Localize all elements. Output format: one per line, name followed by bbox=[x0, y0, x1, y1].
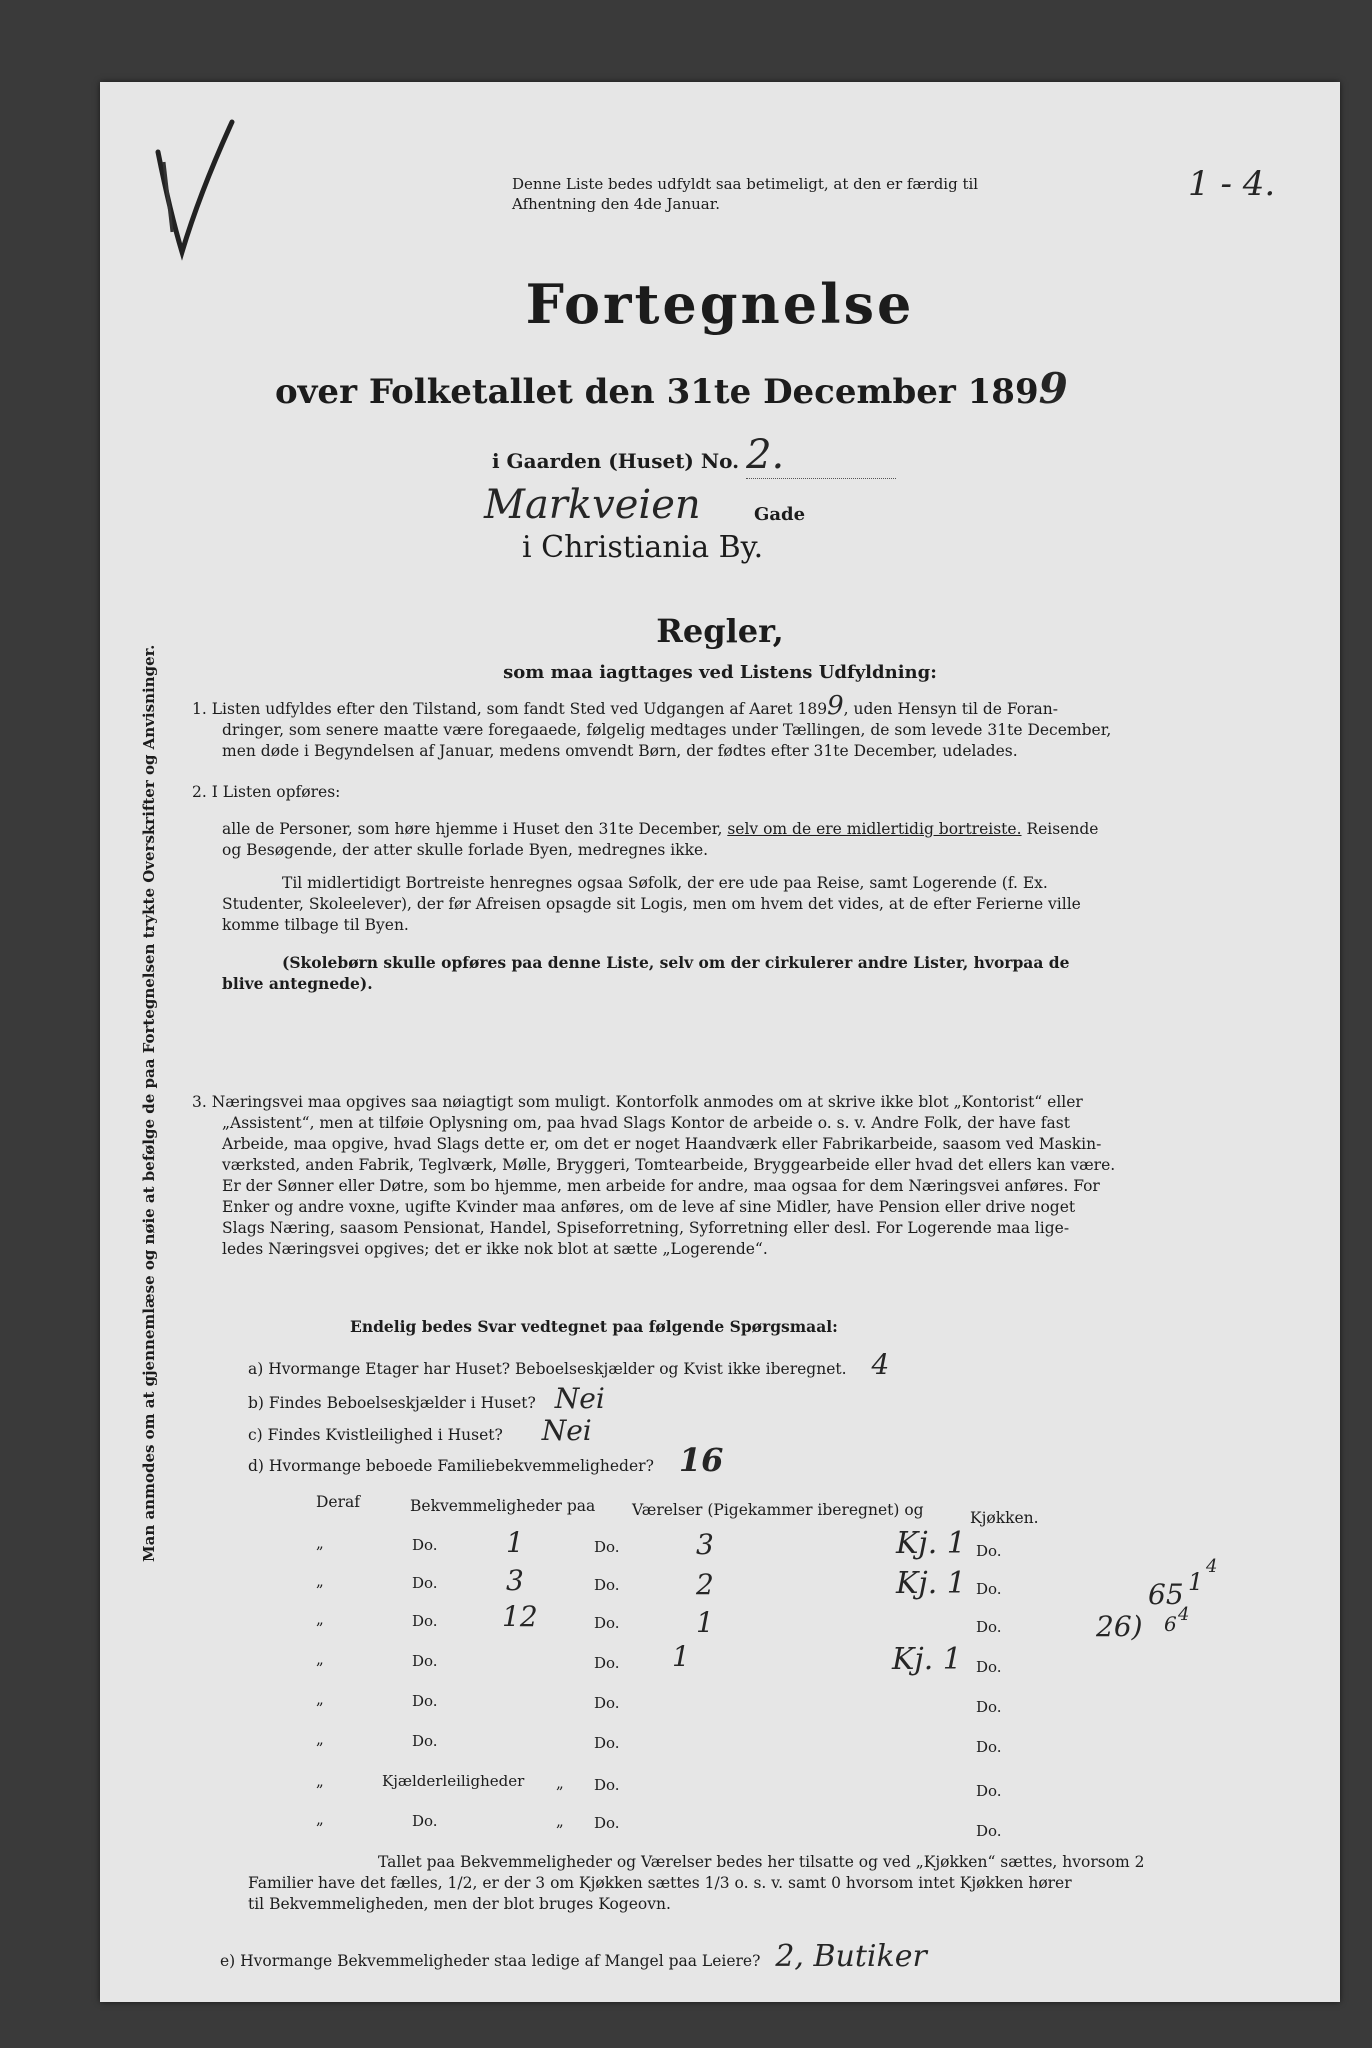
question-a-answer-hw: 4 bbox=[871, 1348, 890, 1381]
rules-heading: Regler, bbox=[656, 612, 784, 650]
row-quote: „ bbox=[316, 1810, 324, 1828]
rule-2-p2-l1: Til midlertidigt Bortreiste henregnes ogsaa Søfolk, der ere ude paa Reise, samt Logerende (f. Ex. bbox=[282, 874, 1048, 892]
header-note-line2: Afhentning den 4de Januar. bbox=[512, 195, 721, 213]
row-do-1: Do. bbox=[412, 1692, 438, 1710]
row-quote: „ bbox=[316, 1772, 324, 1790]
rule-2-p2-l2: Studenter, Skoleelever), der før Afreisen opsagde sit Logis, men om hvem det vides, at de efter Ferierne ville bbox=[222, 895, 1081, 913]
row-vaer: 2 bbox=[696, 1568, 714, 1601]
rule-1-l1a: Listen udfyldes efter den Tilstand, som fandt Sted ved Udgangen af Aaret 189 bbox=[211, 700, 828, 718]
rule-3-l4: værksted, anden Fabrik, Teglværk, Mølle, Bryggeri, Tomtearbeide, Bryggearbeide eller hvad det ellers kan være. bbox=[222, 1156, 1116, 1174]
question-c-label: c) Findes Kvistleilighed i Huset? bbox=[248, 1426, 503, 1444]
row-do-3: Do. bbox=[976, 1698, 1002, 1716]
table-row-kjaelder-2 bbox=[316, 1808, 1076, 1838]
page-title: Fortegnelse bbox=[525, 272, 915, 336]
rule-2-l1: I Listen opføres: bbox=[211, 783, 341, 801]
row-do-1: Do. bbox=[412, 1812, 438, 1830]
side-instruction-text: Man anmodes om at gjennemlæse og nøie at befølge de paa Fortegnelsen trykte Overskrifter og Anvisninger. bbox=[140, 644, 158, 1562]
row-do-2: Do. bbox=[594, 1776, 620, 1794]
questions-intro: Endelig bedes Svar vedtegnet paa følgende Spørgsmaal: bbox=[350, 1317, 838, 1336]
rule-3-l1: Næringsvei maa opgives saa nøiagtigt som muligt. Kontorfolk anmodes om at skrive ikke blot „Kontorist“ eller bbox=[211, 1093, 1083, 1111]
question-d-label: d) Hvormange beboede Familiebekvemmeligheder? bbox=[248, 1457, 654, 1475]
row-do-3: Do. bbox=[976, 1618, 1002, 1636]
rule-3-l2: „Assistent“, men at tilføie Oplysning om, paa hvad Slags Kontor de arbeide o. s. v. Andre Folk, der have fast bbox=[222, 1114, 1070, 1132]
rule-2-p3-l2: blive antegnede). bbox=[222, 974, 373, 993]
city-line: i Christiania By. bbox=[522, 530, 764, 565]
row-do-3: Do. bbox=[976, 1580, 1002, 1598]
gaard-label: i Gaarden (Huset) No. bbox=[492, 449, 740, 473]
question-e bbox=[220, 1939, 927, 1974]
row-vaer: 1 bbox=[672, 1640, 690, 1673]
row-kjok: Kj. 1 bbox=[896, 1566, 966, 1601]
header-note-line1: Denne Liste bedes udfyldt saa betimeligt, at den er færdig til bbox=[512, 175, 979, 193]
question-b-answer-hw: Nei bbox=[554, 1382, 605, 1415]
table-row-6 bbox=[316, 1728, 1076, 1758]
rule-3 bbox=[192, 1092, 1272, 1260]
rule-2-p2-l3: komme tilbage til Byen. bbox=[222, 916, 409, 934]
question-a bbox=[248, 1348, 890, 1381]
calc-sup: 1 bbox=[1188, 1568, 1204, 1596]
gaard-no-hw: 2. bbox=[746, 432, 896, 479]
row-do-2: Do. bbox=[594, 1614, 620, 1632]
row-do-3: Do. bbox=[976, 1542, 1002, 1560]
row-kjok: Kj. 1 bbox=[892, 1642, 962, 1677]
rule-2-num: 2. bbox=[192, 783, 207, 801]
table-head-vaer: Værelser (Pigekammer iberegnet) og bbox=[632, 1501, 924, 1519]
header-date-hw: 1 - 4. bbox=[1188, 164, 1276, 204]
question-d-answer-hw: 16 bbox=[678, 1441, 724, 1479]
table-head-bekv: Bekvemmeligheder paa bbox=[410, 1497, 596, 1515]
row-quote-2: „ bbox=[556, 1774, 564, 1792]
table-row-4 bbox=[316, 1640, 1076, 1678]
row-do-2: Do. bbox=[594, 1576, 620, 1594]
table-row-2 bbox=[316, 1564, 1076, 1601]
row-bekv: 1 bbox=[506, 1526, 524, 1559]
year-digit-hw: 9 bbox=[1038, 364, 1068, 413]
question-e-answer-hw: 2, Butiker bbox=[775, 1939, 927, 1974]
row-bekv: 12 bbox=[502, 1600, 538, 1633]
row-do-2: Do. bbox=[594, 1654, 620, 1672]
gaard-line bbox=[492, 432, 896, 479]
calc-top: 65 bbox=[1148, 1578, 1184, 1611]
rule-1-l2: dringer, som senere maatte være foregaaede, følgelig medtages under Tællingen, de som levede 31te December, bbox=[222, 721, 1112, 739]
row-do-1: Do. bbox=[412, 1574, 438, 1592]
row-do-2: Do. bbox=[594, 1538, 620, 1556]
footnote-l1: Tallet paa Bekvemmeligheder og Værelser bedes her tilsatte og ved „Kjøkken“ sættes, hvorsom 2 bbox=[378, 1853, 1145, 1871]
row-quote: „ bbox=[316, 1534, 324, 1552]
row-do-2: Do. bbox=[594, 1694, 620, 1712]
kjaelder-label: Kjælderleiligheder bbox=[382, 1772, 525, 1790]
footnote bbox=[248, 1852, 1258, 1915]
rule-3-l8: ledes Næringsvei opgives; det er ikke nok blot at sætte „Logerende“. bbox=[222, 1240, 768, 1258]
row-do-1: Do. bbox=[412, 1612, 438, 1630]
street-hw: Markveien bbox=[484, 482, 701, 528]
row-vaer: 3 bbox=[696, 1528, 714, 1561]
question-c-answer-hw: Nei bbox=[541, 1414, 592, 1447]
rule-3-num: 3. bbox=[192, 1093, 207, 1111]
rule-2-p3-l1: (Skolebørn skulle opføres paa denne Liste, selv om der cirkulerer andre Lister, hvorpaa de bbox=[282, 953, 1070, 972]
rules-subheading: som maa iagttages ved Listens Udfyldning: bbox=[503, 662, 937, 683]
gade-label: Gade bbox=[754, 504, 806, 525]
row-do-3: Do. bbox=[976, 1738, 1002, 1756]
question-e-label: e) Hvormange Bekvemmeligheder staa ledige af Mangel paa Leiere? bbox=[220, 1952, 761, 1970]
row-do-1: Do. bbox=[412, 1652, 438, 1670]
row-vaer: 1 bbox=[696, 1606, 714, 1639]
row-quote: „ bbox=[316, 1650, 324, 1668]
rule-1-num: 1. bbox=[192, 700, 207, 718]
row-bekv: 3 bbox=[506, 1564, 524, 1597]
title-line2-text: over Folketallet den 31te December 189 bbox=[275, 372, 1039, 412]
rule-1 bbox=[192, 691, 1252, 762]
row-quote: „ bbox=[316, 1690, 324, 1708]
rule-2-l3: og Besøgende, der atter skulle forlade Byen, medregnes ikke. bbox=[222, 841, 709, 859]
row-kjok: Kj. 1 bbox=[896, 1526, 966, 1561]
row-quote-2: „ bbox=[556, 1812, 564, 1830]
table-row-3 bbox=[316, 1600, 1076, 1639]
question-b-label: b) Findes Beboelseskjælder i Huset? bbox=[248, 1394, 536, 1412]
question-c bbox=[248, 1414, 592, 1447]
question-b bbox=[248, 1382, 605, 1415]
table-row-kjaelder bbox=[316, 1770, 1076, 1800]
check-mark-icon bbox=[150, 112, 240, 262]
rule-2-l2c: Reisende bbox=[1026, 820, 1099, 838]
table-head-kjok: Kjøkken. bbox=[970, 1509, 1039, 1527]
row-do-1: Do. bbox=[412, 1536, 438, 1554]
title-line2 bbox=[275, 364, 1068, 413]
question-a-label: a) Hvormange Etager har Huset? Beboelseskjælder og Kvist ikke iberegnet. bbox=[248, 1360, 847, 1378]
rule-3-l5: Er der Sønner eller Døtre, som bo hjemme, men arbeide for andre, maa ogsaa for dem Næringsvei anføres. For bbox=[222, 1177, 1100, 1195]
header-note bbox=[512, 174, 1272, 214]
calc-bottom2: 4 bbox=[1178, 1604, 1190, 1625]
question-d bbox=[248, 1441, 724, 1479]
calc-left: 26) bbox=[1096, 1610, 1143, 1643]
calc-bottom: 6 bbox=[1164, 1612, 1177, 1636]
table-row-1 bbox=[316, 1526, 1076, 1562]
rule-1-l3: men døde i Begyndelsen af Januar, medens omvendt Børn, der fødtes efter 31te December, udelades. bbox=[222, 742, 1018, 760]
rule-3-l3: Arbeide, maa opgive, hvad Slags dette er, om det er noget Haandværk eller Fabrikarbeide, saasom ved Maskin- bbox=[222, 1135, 1102, 1153]
row-do-2: Do. bbox=[594, 1814, 620, 1832]
row-quote: „ bbox=[316, 1610, 324, 1628]
margin-calculation bbox=[1096, 1556, 1296, 1682]
row-do-1: Do. bbox=[412, 1732, 438, 1750]
census-form-page bbox=[100, 82, 1340, 2002]
row-quote: „ bbox=[316, 1572, 324, 1590]
rule-3-l7: Slags Næring, saasom Pensionat, Handel, Spiseforretning, Syforretning eller desl. For Logerende maa lige- bbox=[222, 1219, 1070, 1237]
rule-2 bbox=[192, 782, 1252, 994]
row-do-2: Do. bbox=[594, 1734, 620, 1752]
footnote-l2: Familier have det fælles, 1/2, er der 3 om Kjøkken sættes 1/3 o. s. v. samt 0 hvorsom intet Kjøkken hører bbox=[248, 1874, 1072, 1892]
rule-1-l1b: , uden Hensyn til de Foran- bbox=[843, 700, 1058, 718]
table-head-deraf: Deraf bbox=[316, 1493, 360, 1511]
footnote-l3: til Bekvemmeligheden, men der blot bruges Kogeovn. bbox=[248, 1895, 671, 1913]
row-do-3: Do. bbox=[976, 1822, 1002, 1840]
row-do-3: Do. bbox=[976, 1658, 1002, 1676]
rule-2-l2a: alle de Personer, som høre hjemme i Huset den 31te December, bbox=[222, 820, 723, 838]
row-quote: „ bbox=[316, 1730, 324, 1748]
table-row-5 bbox=[316, 1688, 1076, 1718]
rule-1-year-hw: 9 bbox=[827, 691, 844, 721]
calc-sup2: 4 bbox=[1206, 1556, 1218, 1577]
rule-2-l2b: selv om de ere midlertidig bortreiste. bbox=[727, 820, 1022, 838]
row-do-3: Do. bbox=[976, 1782, 1002, 1800]
rule-3-l6: Enker og andre voxne, ugifte Kvinder maa anføres, om de leve af sine Midler, have Pension eller drive noget bbox=[222, 1198, 1076, 1216]
